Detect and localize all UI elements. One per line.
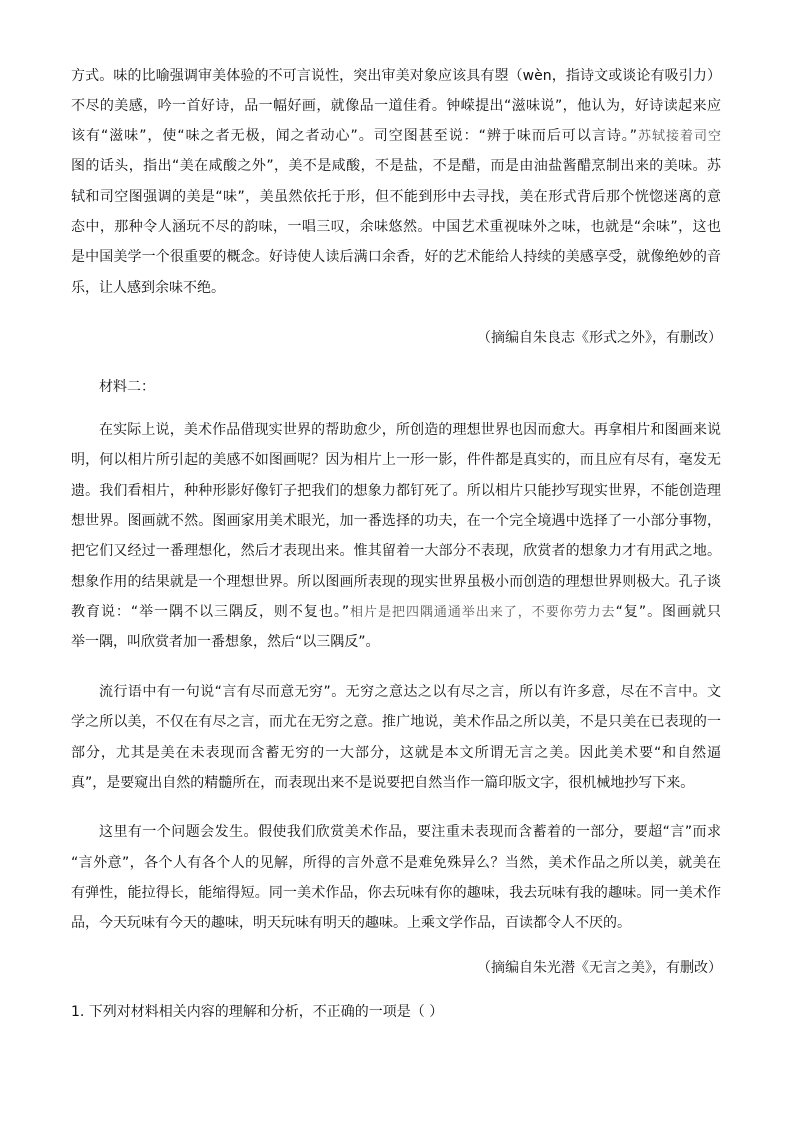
para3-line: 这里有一个问题会发生。假使我们欣赏美术作品，要注重未表现而含蓄着的一部分，要超“言”而求 <box>99 824 721 840</box>
para1-line: 把它们又经过一番理想化，然后才表现出来。惟其留着一大部分不表现，欣赏者的想象力才有用武之地。 <box>71 543 721 559</box>
material1-line: 轼和司空图强调的美是“味”，美虽然依托于形，但不能到形中去寻找，美在形式背后那个恍惚迷离的意 <box>71 189 721 205</box>
para1-line: 想世界。图画就不然。图画家用美术眼光，加一番选择的功夫，在一个完全境遇中选择了一小部分事物， <box>71 513 721 529</box>
para2-line: 部分，尤其是美在未表现而含蓄无穷的一大部分，这就是本文所谓无言之美。因此美术要“和自然逼 <box>71 745 721 761</box>
para1-line: 遗。我们看相片，种种形影好像钉子把我们的想象力都钉死了。所以相片只能抄写现实世界，不能创造理 <box>71 483 721 499</box>
material1-line: 该有“滋味”，使“味之者无极，闻之者动心”。司空图甚至说：“辨于味而后可以言诗。”苏轼接着司空 <box>71 128 721 144</box>
material1-line: 不尽的美感，吟一首好诗，品一幅好画，就像品一道佳肴。钟嵘提出“滋味说”，他认为，好诗读起来应 <box>71 98 721 114</box>
material1-line: 乐，让人感到余味不绝。 <box>71 280 225 296</box>
material1-line: 态中，那种令人涵玩不尽的韵味，一唱三叹，余味悠然。中国艺术重视味外之味，也就是“余味”，这也 <box>71 219 721 235</box>
material2-label: 材料二： <box>99 379 155 395</box>
para2-line: 流行语中有一句说“言有尽而意无穷”。无穷之意达之以有尽之言，所以有许多意，尽在不言中。文 <box>99 684 721 700</box>
question-1: 1. 下列对材料相关内容的理解和分析，不正确的一项是（ ） <box>71 1004 444 1020</box>
material1-line: 方式。味的比喻强调审美体验的不可言说性，突出审美对象应该具有曌（wèn，指诗文或谈论有吸引力） <box>71 68 721 84</box>
para1-line: 在实际上说，美术作品借现实世界的帮助愈少，所创造的理想世界也因而愈大。再拿相片和图画来说 <box>99 422 721 438</box>
para3-line: “言外意”，各个人有各个人的见解，所得的言外意不是难免殊异么？当然，美术作品之所以美，就美在 <box>71 855 721 871</box>
material1-line: 是中国美学一个很重要的概念。好诗使人读后满口余香，好的艺术能给人持续的美感享受，就像绝妙的音 <box>71 249 721 265</box>
material1-line: 图的话头，指出“美在咸酸之外”，美不是咸酸，不是盐，不是醋，而是由油盐酱醋烹制出来的美味。苏 <box>71 158 721 174</box>
para1-line: 明，何以相片所引起的美感不如图画呢？因为相片上一形一影，件件都是真实的，而且应有尽有，毫发无 <box>71 452 721 468</box>
para2-line: 学之所以美，不仅在有尽之言，而尤在无穷之意。推广地说，美术作品之所以美，不是只美在已表现的一 <box>71 714 721 730</box>
para1-line: 想象作用的结果就是一个理想世界。所以图画所表现的现实世界虽极小而创造的理想世界则极大。孔子谈 <box>71 574 721 590</box>
annotation-gray-text: 相片是把四隅通通举出来了，不要你劳力去 <box>349 605 616 620</box>
annotation-gray-text: 苏轼接着司空 <box>637 129 721 144</box>
para1-line: 教育说：“举一隅不以三隅反，则不复也。”相片是把四隅通通举出来了，不要你劳力去“复”。图画就只 <box>71 604 721 620</box>
para2-line: 真”，是要窥出自然的精髓所在，而表现出来不是说要把自然当作一篇印版文字，很机械地抄写下来。 <box>71 775 695 791</box>
para3-line: 有弹性，能拉得长，能缩得短。同一美术作品，你去玩味有你的趣味，我去玩味有我的趣味。同一美术作 <box>71 885 721 901</box>
para3-line: 品，今天玩味有今天的趣味，明天玩味有明天的趣味。上乘文学作品，百读都令人不厌的。 <box>71 915 631 931</box>
para1-line: 举一隅，叫欣赏者加一番想象，然后“以三隅反”。 <box>71 634 380 650</box>
source-citation-1: （摘编自朱良志《形式之外》，有删改） <box>477 330 722 346</box>
source-citation-2: （摘编自朱光潜《无言之美》，有删改） <box>477 960 722 976</box>
